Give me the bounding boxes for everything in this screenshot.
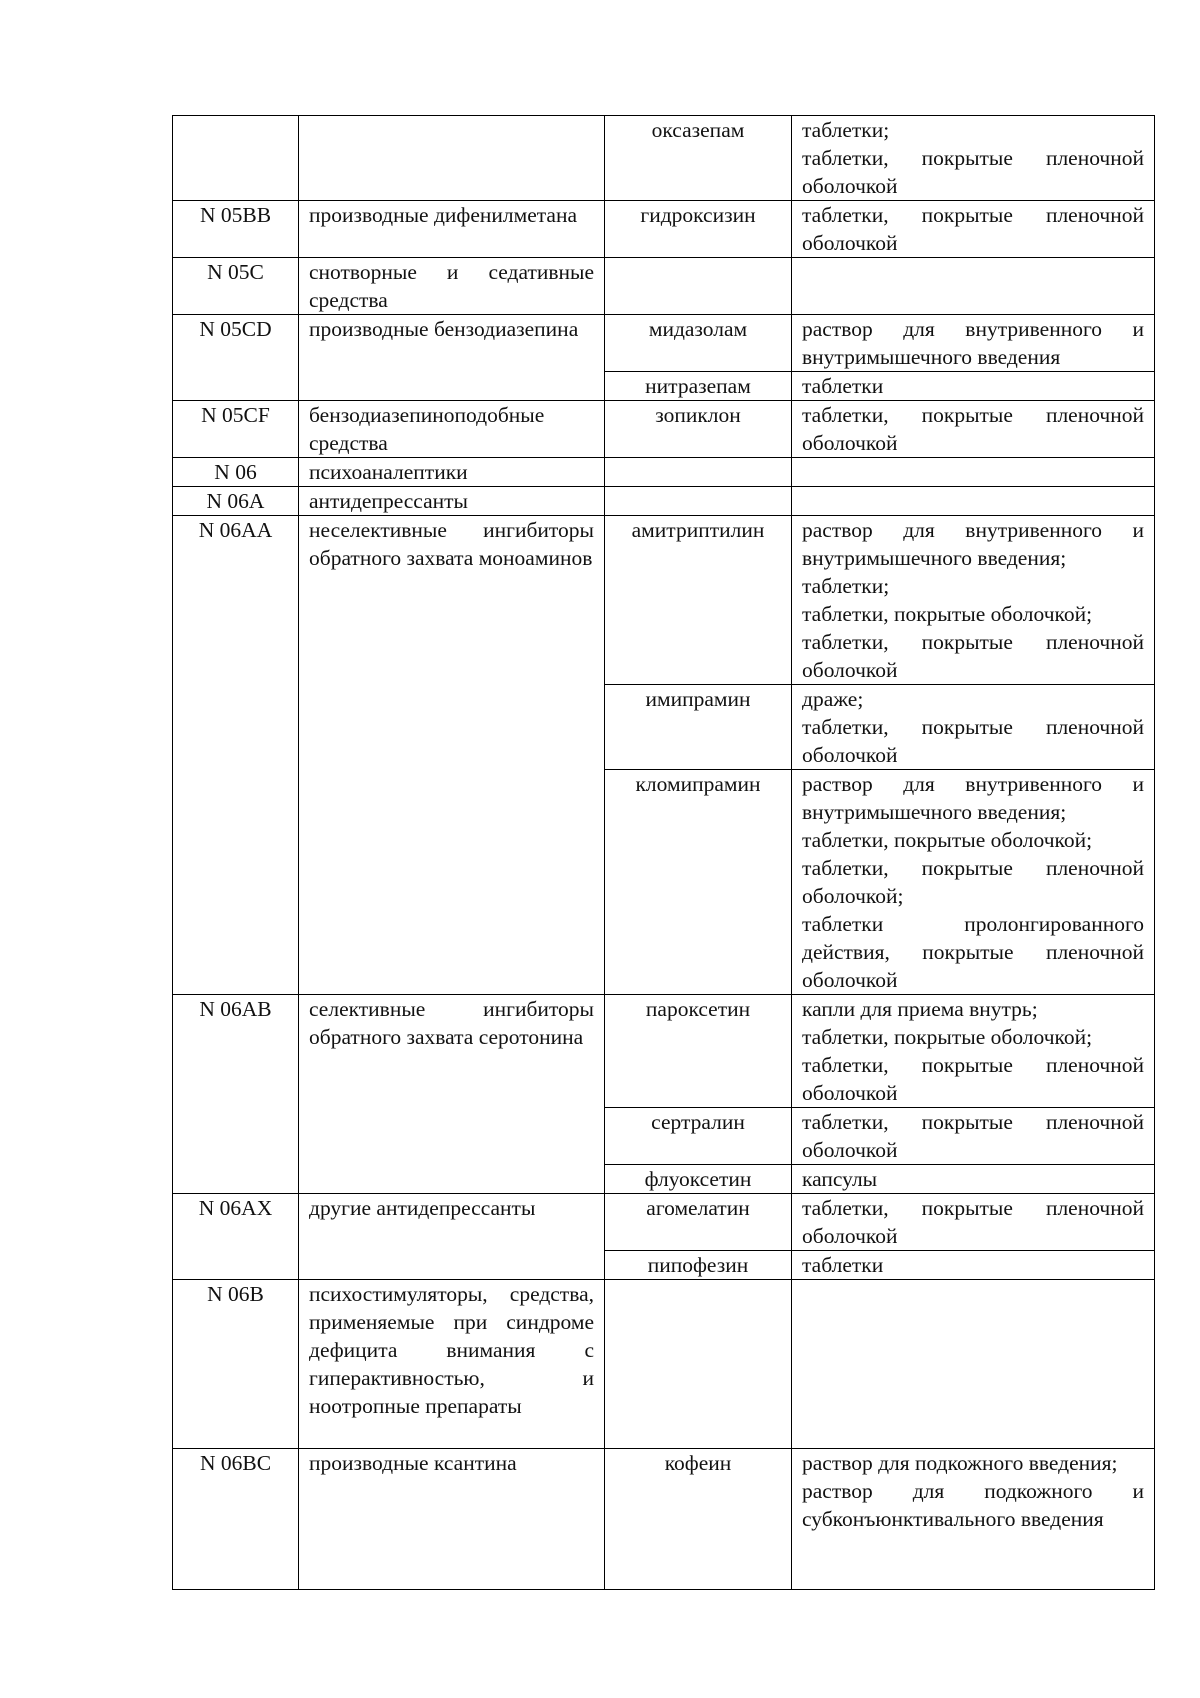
dosage-form-cell — [792, 315, 1155, 372]
atc-code-cell: N 05BB — [173, 201, 299, 258]
dosage-form-line: капли для приема внутрь; — [802, 997, 1038, 1021]
drug-name-cell — [605, 487, 792, 516]
table-row — [173, 516, 1155, 685]
table-row — [173, 995, 1155, 1108]
dosage-form-line: таблетки, покрытые пленочной оболочкой — [802, 146, 1144, 198]
dosage-form-cell — [792, 1108, 1155, 1165]
group-cell: производные бензодиазепина — [299, 315, 605, 401]
dosage-form-line: таблетки, покрытые пленочной оболочкой — [802, 1196, 1144, 1248]
dosage-form-cell — [792, 1251, 1155, 1280]
dosage-form-cell — [792, 995, 1155, 1108]
dosage-form-cell — [792, 201, 1155, 258]
table-row — [173, 201, 1155, 258]
group-cell: производные дифенилметана — [299, 201, 605, 258]
dosage-form-cell — [792, 1165, 1155, 1194]
atc-code-cell: N 06AB — [173, 995, 299, 1194]
table-row — [173, 487, 1155, 516]
dosage-form-line: капсулы — [802, 1167, 878, 1191]
dosage-form-cell — [792, 770, 1155, 995]
dosage-form-line: таблетки — [802, 1253, 884, 1277]
dosage-form-line: таблетки, покрытые оболочкой; — [802, 1025, 1093, 1049]
dosage-form-line: раствор для подкожного и субконъюнктивального введения — [802, 1479, 1144, 1531]
dosage-form-cell — [792, 458, 1155, 487]
drug-name-cell: зопиклон — [605, 401, 792, 458]
dosage-form-line: таблетки; — [802, 118, 890, 142]
dosage-form-cell — [792, 401, 1155, 458]
dosage-form-cell — [792, 1449, 1155, 1590]
group-cell: неселективные ингибиторы обратного захвата моноаминов — [299, 516, 605, 995]
table-row — [173, 458, 1155, 487]
table-row — [173, 258, 1155, 315]
dosage-form-line: таблетки — [802, 374, 884, 398]
group-cell: антидепрессанты — [299, 487, 605, 516]
table-row — [173, 315, 1155, 372]
drug-name-cell: оксазепам — [605, 116, 792, 201]
atc-code-cell: N 05CD — [173, 315, 299, 401]
dosage-form-cell — [792, 258, 1155, 315]
dosage-form-line: таблетки, покрытые оболочкой; — [802, 602, 1093, 626]
dosage-form-cell — [792, 487, 1155, 516]
atc-code-cell: N 05CF — [173, 401, 299, 458]
dosage-form-cell — [792, 1194, 1155, 1251]
drug-name-cell: кломипрамин — [605, 770, 792, 995]
table-row — [173, 116, 1155, 201]
dosage-form-line: таблетки, покрытые пленочной оболочкой — [802, 1110, 1144, 1162]
drug-name-cell: агомелатин — [605, 1194, 792, 1251]
dosage-form-line: таблетки, покрытые оболочкой; — [802, 828, 1093, 852]
drug-name-cell — [605, 258, 792, 315]
drug-name-cell — [605, 1280, 792, 1449]
drug-name-cell: пароксетин — [605, 995, 792, 1108]
atc-code-cell: N 06AX — [173, 1194, 299, 1280]
dosage-form-line: таблетки, покрытые пленочной оболочкой — [802, 203, 1144, 255]
dosage-form-line: таблетки, покрытые пленочной оболочкой; — [802, 856, 1144, 908]
group-cell: бензодиазепиноподобные средства — [299, 401, 605, 458]
drug-name-cell: сертралин — [605, 1108, 792, 1165]
dosage-form-cell — [792, 516, 1155, 685]
drug-name-cell: нитразепам — [605, 372, 792, 401]
group-cell: другие антидепрессанты — [299, 1194, 605, 1280]
drug-name-cell: флуоксетин — [605, 1165, 792, 1194]
atc-code-cell: N 06AA — [173, 516, 299, 995]
atc-code-cell: N 05C — [173, 258, 299, 315]
dosage-form-line: таблетки, покрытые пленочной оболочкой — [802, 1053, 1144, 1105]
dosage-form-line: раствор для внутривенного и внутримышечного введения — [802, 317, 1144, 369]
table-row — [173, 1194, 1155, 1251]
atc-code-cell: N 06B — [173, 1280, 299, 1449]
drug-name-cell: имипрамин — [605, 685, 792, 770]
dosage-form-cell — [792, 1280, 1155, 1449]
dosage-form-line: раствор для внутривенного и внутримышечного введения; — [802, 772, 1144, 824]
dosage-form-cell — [792, 685, 1155, 770]
group-cell: селективные ингибиторы обратного захвата серотонина — [299, 995, 605, 1194]
group-cell: производные ксантина — [299, 1449, 605, 1590]
dosage-form-cell — [792, 116, 1155, 201]
dosage-form-line: раствор для подкожного введения; — [802, 1451, 1118, 1475]
atc-code-cell — [173, 116, 299, 201]
table-row — [173, 401, 1155, 458]
dosage-form-cell — [792, 372, 1155, 401]
dosage-form-line: таблетки, покрытые пленочной оболочкой — [802, 715, 1144, 767]
drug-name-cell: гидроксизин — [605, 201, 792, 258]
dosage-form-line: драже; — [802, 687, 864, 711]
table-row — [173, 1280, 1155, 1449]
group-cell: снотворные и седативные средства — [299, 258, 605, 315]
group-cell — [299, 116, 605, 201]
group-cell: психоаналептики — [299, 458, 605, 487]
drug-name-cell — [605, 458, 792, 487]
dosage-form-line: таблетки, покрытые пленочной оболочкой — [802, 630, 1144, 682]
drug-name-cell: кофеин — [605, 1449, 792, 1590]
atc-code-cell: N 06A — [173, 487, 299, 516]
drug-classification-table — [172, 115, 1155, 1590]
drug-name-cell: пипофезин — [605, 1251, 792, 1280]
dosage-form-line: таблетки; — [802, 574, 890, 598]
atc-code-cell: N 06 — [173, 458, 299, 487]
dosage-form-line: таблетки пролонгированного действия, покрытые пленочной оболочкой — [802, 912, 1144, 992]
dosage-form-line: раствор для внутривенного и внутримышечного введения; — [802, 518, 1144, 570]
drug-name-cell: мидазолам — [605, 315, 792, 372]
group-cell: психостимуляторы, средства, применяемые при синдроме дефицита внимания с гиперактивностью, и ноотропные препараты — [299, 1280, 605, 1449]
drug-name-cell: амитриптилин — [605, 516, 792, 685]
dosage-form-line: таблетки, покрытые пленочной оболочкой — [802, 403, 1144, 455]
atc-code-cell: N 06BC — [173, 1449, 299, 1590]
table-row — [173, 1449, 1155, 1590]
